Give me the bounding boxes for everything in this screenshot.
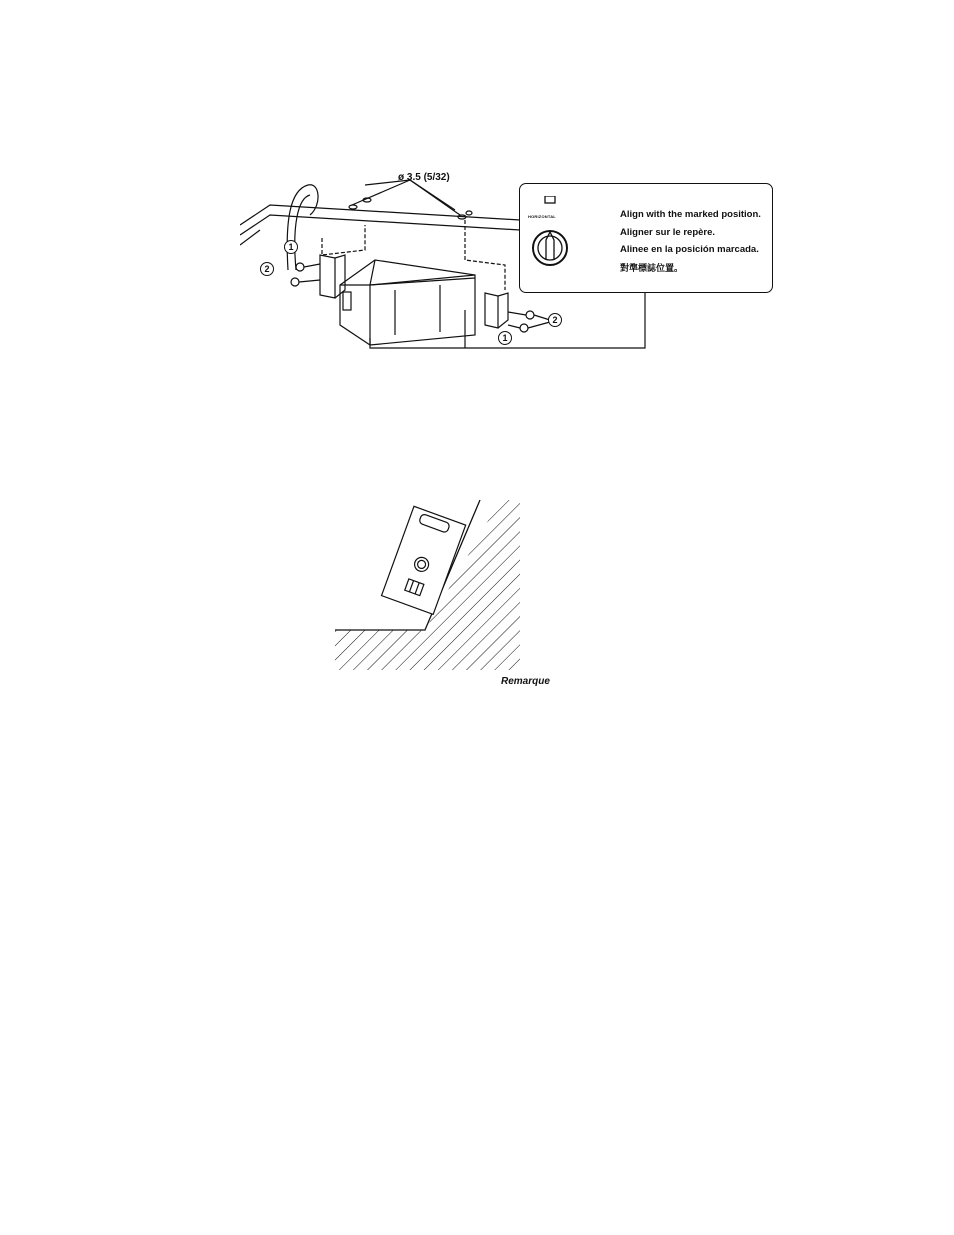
callout-bracket-left: 1	[284, 240, 298, 254]
align-text-french: Aligner sur le repère.	[620, 227, 716, 238]
callout-bracket-right: 1	[498, 331, 512, 345]
callout-screw-right: 2	[548, 313, 562, 327]
alignment-dial-icon	[525, 196, 585, 281]
callout-screw-left: 2	[260, 262, 274, 276]
tilted-unit-figure	[330, 495, 520, 670]
alignment-instruction-box	[519, 183, 773, 293]
horizontal-mark-label: HORIZONTAL	[528, 214, 556, 219]
note-heading: Remarque	[501, 676, 550, 687]
hole-diameter-label: ø 3.5 (5/32)	[398, 172, 450, 183]
align-text-english: Align with the marked position.	[620, 209, 761, 220]
align-text-chinese: 對準標誌位置。	[620, 263, 684, 273]
align-text-spanish: Alinee en la posición marcada.	[620, 244, 759, 255]
tilted-unit-drawing	[330, 495, 520, 670]
